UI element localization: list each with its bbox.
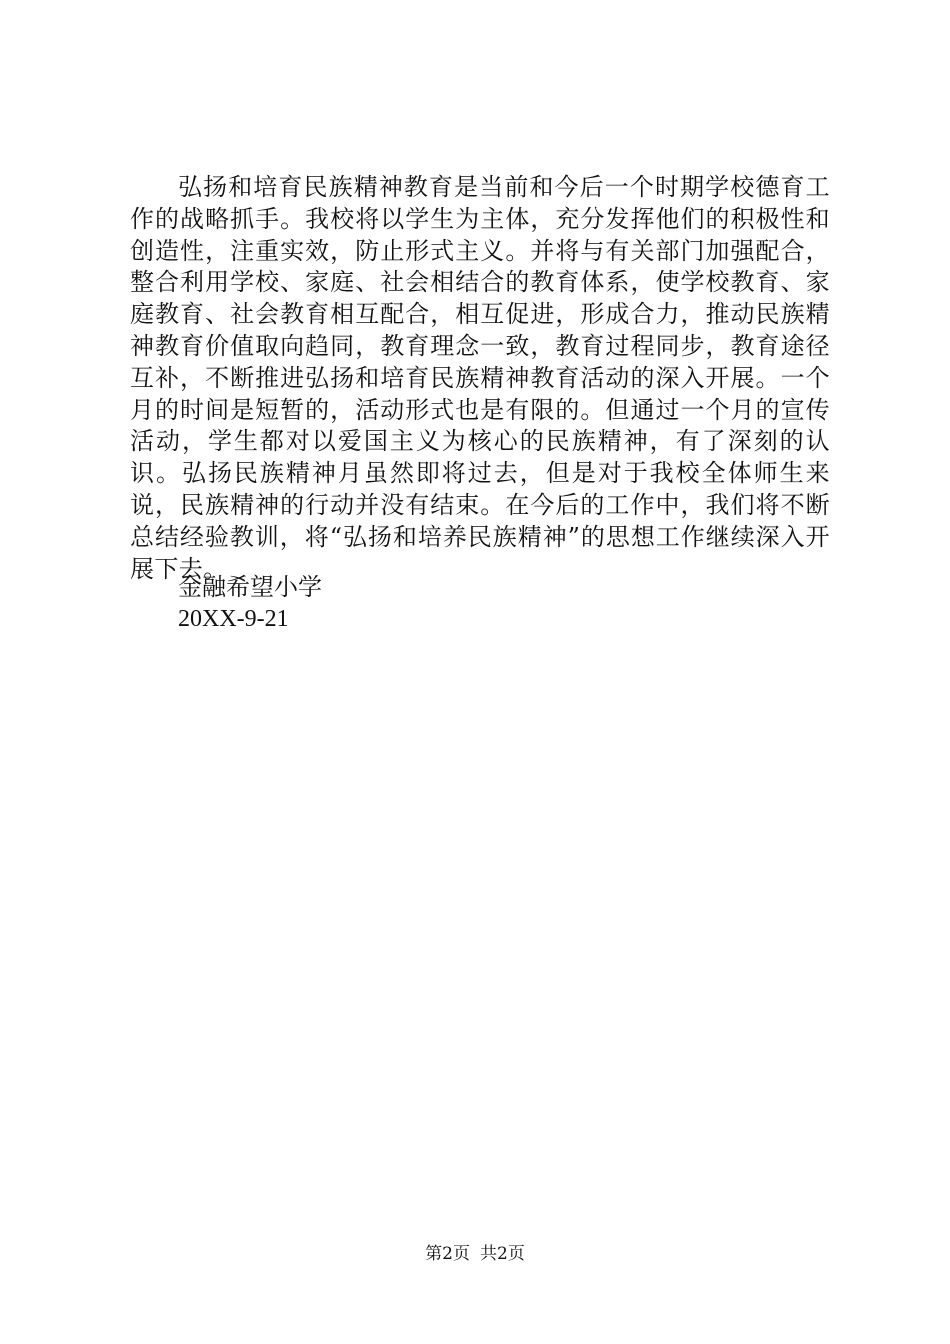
page-number-total: 共2页	[480, 1244, 525, 1264]
body-paragraph: 弘扬和培育民族精神教育是当前和今后一个时期学校德育工作的战略抓手。我校将以学生为主体，充分发挥他们的积极性和创造性，注重实效，防止形式主义。并将与有关部门加强配合，整合利用学校、家庭、社会相结合的教育体系，使学校教育、家庭教育、社会教育相互配合，相互促进，形成合力，推动民族精神教育价值取向趋同，教育理念一致，教育过程同步，教育途径互补，不断推进弘扬和培育民族精神教育活动的深入开展。一个月的时间是短暂的，活动形式也是有限的。但通过一个月的宣传活动，学生都对以爱国主义为核心的民族精神，有了深刻的认识。弘扬民族精神月虽然即将过去，但是对于我校全体师生来说，民族精神的行动并没有结束。在今后的工作中，我们将不断总结经验教训，将“弘扬和培养民族精神”的思想工作继续深入开展下去。	[130, 173, 830, 583]
page-footer	[0, 1243, 950, 1265]
page-number-current: 第2页	[425, 1244, 470, 1264]
signature-school: 金融希望小学	[178, 573, 322, 601]
signature-date: 20XX-9-21	[178, 606, 289, 632]
